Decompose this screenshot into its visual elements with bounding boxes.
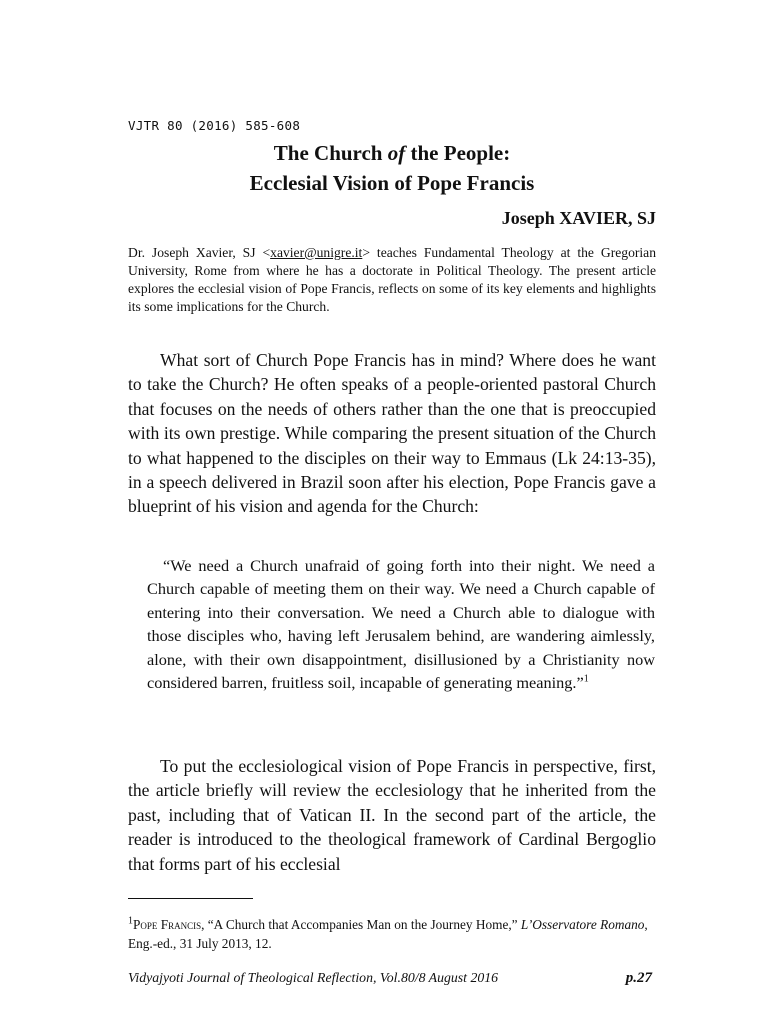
author-email-link[interactable]: xavier@unigre.it	[270, 245, 363, 260]
body-paragraph-1: What sort of Church Pope Francis has in mind? Where does he want to take the Church? He often speaks of a people-oriented pastoral Church that focuses on the needs of others rather than the one that is preoccupied with its own prestige. While comparing the present situation of the Church to what happened to the disciples on their way to Emmaus (Lk 24:13-35), in a speech delivered in Brazil soon after his election, Pope Francis gave a blueprint of his vision and agenda for the Church:	[128, 350, 656, 517]
author-note	[128, 244, 656, 316]
footnote-number: 1	[128, 915, 133, 927]
title-line-1	[128, 138, 656, 168]
footnote-source: L’Osservatore Romano	[520, 917, 645, 932]
title-part-2: the People:	[405, 141, 511, 165]
footnote-divider	[128, 898, 253, 899]
title-part-1: The Church	[273, 141, 388, 165]
page-footer	[128, 970, 656, 986]
author-note-bio: > teaches Fundamental Theology at the Gregorian University, Rome from where he has a doctorate in Political Theology. The present article explores the ecclesial vision of Pope Francis, reflects on some of its key elements and highlights its some implications for the Church.	[128, 245, 656, 314]
author-note-intro: Dr. Joseph Xavier, SJ <	[128, 245, 271, 260]
block-quote	[147, 554, 655, 694]
journal-reference: VJTR 80 (2016) 585-608	[128, 118, 301, 133]
title-of: of	[387, 141, 406, 165]
quote-text: “We need a Church unafraid of going forth into their night. We need a Church capable of meeting them on their way. We need a Church capable of entering into their conversation. We need a Church able to dialogue with those disciples who, having left Jerusalem behind, are wandering aimlessly, alone, with their own disappointment, disillusioned by a Christianity now considered barren, fruitless soil, incapable of generating meaning.”	[147, 556, 655, 693]
footnote-details: , Eng.-ed., 31 July 2013, 12.	[128, 917, 648, 951]
article-author: Joseph XAVIER, SJ	[501, 208, 656, 228]
article-title	[128, 138, 656, 198]
footer-journal: Vidyajyoti Journal of Theological Reflection, Vol.80/8 August 2016	[128, 970, 499, 985]
footnote-author: Pope Francis	[133, 917, 202, 932]
body-paragraph-2: To put the ecclesiological vision of Pope Francis in perspective, first, the article briefly will review the ecclesiology that he inherited from the past, including that of Vatican II. In the second part of the article, the reader is introduced to the theological framework of Cardinal Bergoglio that forms part of his ecclesial	[128, 756, 656, 874]
footnote	[128, 915, 656, 953]
footnote-reference[interactable]: 1	[583, 673, 589, 685]
page-number: p.27	[625, 970, 652, 986]
title-line-2: Ecclesial Vision of Pope Francis	[249, 171, 535, 195]
footnote-text: , “A Church that Accompanies Man on the Journey Home,”	[201, 917, 521, 932]
